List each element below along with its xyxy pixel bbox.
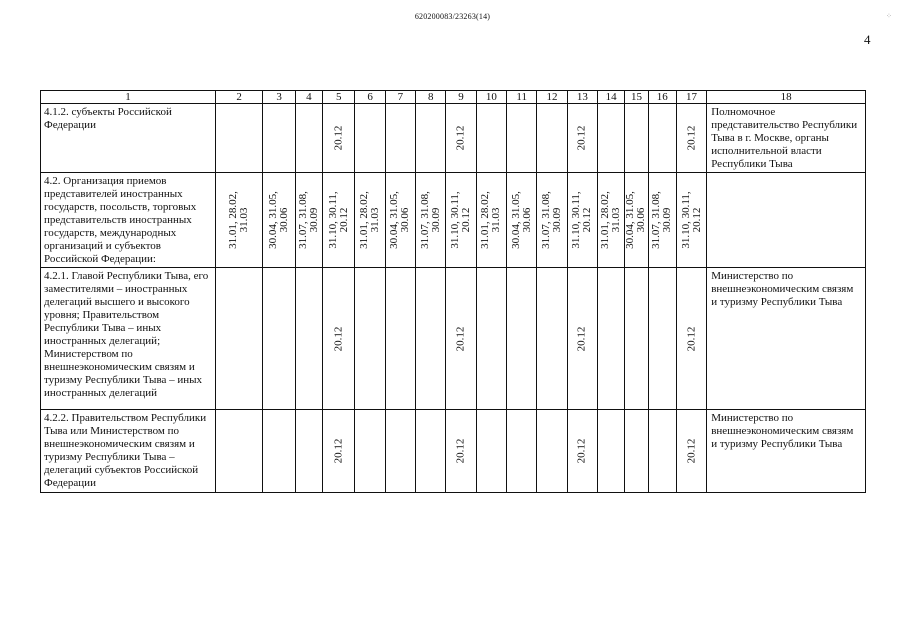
column-header-13: 13 [567, 91, 597, 104]
date-value: 30.04, 31.05, 30.06 [267, 191, 291, 249]
date-value: 20.12 [575, 438, 588, 464]
date-cell [476, 173, 506, 268]
date-cell [537, 104, 567, 173]
date-cell [263, 104, 295, 173]
date-cell [446, 268, 476, 410]
date-value: 30.04, 31.05, 30.06 [624, 191, 648, 249]
date-value: 31.01, 28.02, 31.03 [227, 191, 251, 249]
date-cell [416, 268, 446, 410]
column-header-17: 17 [676, 91, 706, 104]
date-cell [537, 268, 567, 410]
date-value: 31.07, 31.08, 30.09 [650, 191, 674, 249]
date-cell [323, 410, 355, 493]
column-header-8: 8 [416, 91, 446, 104]
date-cell [263, 268, 295, 410]
row-description: 4.2.2. Правительством Республики Тыва или Министерством по внешнеэкономическим связям и туризму Республики Тыва – делегаций субъектов Российской Федерации [41, 410, 216, 493]
date-cell [355, 173, 385, 268]
column-header-5: 5 [323, 91, 355, 104]
date-cell [215, 173, 263, 268]
date-cell [323, 104, 355, 173]
column-header-18: 18 [707, 91, 866, 104]
date-cell [648, 268, 676, 410]
responsible-party: Полномочное представительство Республики Тыва в г. Москве, органы исполнительной власти Республики Тыва [707, 104, 866, 173]
page-number: 4 [864, 32, 871, 47]
column-header-14: 14 [598, 91, 625, 104]
date-value: 20.12 [454, 438, 467, 464]
date-cell [676, 410, 706, 493]
date-cell [598, 268, 625, 410]
date-cell [598, 173, 625, 268]
table-row [41, 268, 866, 410]
column-header-11: 11 [507, 91, 537, 104]
date-cell [507, 104, 537, 173]
row-description: 4.2. Организация приемов представителей иностранных государств, посольств, торговых представительств иностранных государств, международных организаций и субъектов Российской Федерации: [41, 173, 216, 268]
date-cell [355, 104, 385, 173]
date-cell [476, 268, 506, 410]
date-cell [648, 173, 676, 268]
date-cell [648, 410, 676, 493]
responsible-party [707, 173, 866, 268]
date-value: 31.10, 30.11, 20.12 [326, 191, 350, 249]
date-value: 20.12 [575, 125, 588, 151]
date-cell [323, 268, 355, 410]
date-cell [295, 268, 322, 410]
date-value: 31.10, 30.11, 20.12 [449, 191, 473, 249]
date-cell [215, 268, 263, 410]
responsible-party: Министерство по внешнеэкономическим связям и туризму Республики Тыва [707, 410, 866, 493]
date-value: 31.01, 28.02, 31.03 [599, 191, 623, 249]
date-cell [648, 104, 676, 173]
date-value: 31.01, 28.02, 31.03 [479, 191, 503, 249]
date-cell [446, 173, 476, 268]
date-value: 30.04, 31.05, 30.06 [509, 191, 533, 249]
schedule-table [40, 90, 866, 493]
date-cell [385, 104, 415, 173]
date-value: 20.12 [685, 326, 698, 351]
date-cell [263, 410, 295, 493]
date-cell [295, 104, 322, 173]
column-header-1: 1 [41, 91, 216, 104]
date-value: 20.12 [332, 438, 345, 464]
date-value: 31.07, 31.08, 30.09 [540, 191, 564, 249]
date-value: 20.12 [575, 326, 588, 351]
date-cell [355, 410, 385, 493]
date-value: 30.04, 31.05, 30.06 [388, 191, 412, 249]
column-header-10: 10 [476, 91, 506, 104]
responsible-party: Министерство по внешнеэкономическим связям и туризму Республики Тыва [707, 268, 866, 410]
column-header-4: 4 [295, 91, 322, 104]
date-cell [263, 173, 295, 268]
date-value: 20.12 [332, 326, 345, 351]
column-header-16: 16 [648, 91, 676, 104]
date-value: 20.12 [454, 326, 467, 351]
date-cell [598, 104, 625, 173]
table-row [41, 410, 866, 493]
date-cell [416, 173, 446, 268]
date-cell [295, 173, 322, 268]
date-value: 31.07, 31.08, 30.09 [296, 191, 320, 249]
date-cell [355, 268, 385, 410]
column-header-3: 3 [263, 91, 295, 104]
date-cell [476, 104, 506, 173]
date-cell [385, 410, 415, 493]
date-cell [537, 173, 567, 268]
date-cell [476, 410, 506, 493]
date-cell [416, 410, 446, 493]
column-header-12: 12 [537, 91, 567, 104]
date-cell [676, 268, 706, 410]
date-cell [507, 268, 537, 410]
date-value: 20.12 [685, 125, 698, 151]
date-cell [567, 173, 597, 268]
date-value: 31.10, 30.11, 20.12 [679, 191, 703, 249]
date-cell [446, 104, 476, 173]
scan-mark-icon: ⁘ [886, 12, 892, 20]
column-header-row [41, 91, 866, 104]
date-value: 20.12 [454, 125, 467, 151]
column-header-6: 6 [355, 91, 385, 104]
table-row [41, 173, 866, 268]
date-value: 31.07, 31.08, 30.09 [418, 191, 442, 249]
column-header-2: 2 [215, 91, 263, 104]
date-cell [598, 410, 625, 493]
row-description: 4.1.2. субъекты Российской Федерации [41, 104, 216, 173]
date-cell [625, 173, 648, 268]
date-cell [676, 173, 706, 268]
date-cell [507, 410, 537, 493]
column-header-15: 15 [625, 91, 648, 104]
date-cell [625, 410, 648, 493]
date-cell [507, 173, 537, 268]
date-cell [215, 104, 263, 173]
date-cell [385, 268, 415, 410]
date-cell [567, 410, 597, 493]
date-cell [446, 410, 476, 493]
document-number: 620200083/23263(14) [414, 12, 491, 21]
date-cell [567, 268, 597, 410]
column-header-7: 7 [385, 91, 415, 104]
date-cell [385, 173, 415, 268]
row-description: 4.2.1. Главой Республики Тыва, его заместителями – иностранных делегаций высшего и высокого уровня; Правительством Республики Тыва – иных иностранных делегаций; Министерством по внешнеэкономическим связям и туризму Республики Тыва – иных иностранных делегаций [41, 268, 216, 410]
date-cell [416, 104, 446, 173]
date-value: 31.01, 28.02, 31.03 [358, 191, 382, 249]
date-cell [295, 410, 322, 493]
date-value: 20.12 [685, 438, 698, 464]
date-cell [323, 173, 355, 268]
date-value: 20.12 [332, 125, 345, 151]
table-row [41, 104, 866, 173]
column-header-9: 9 [446, 91, 476, 104]
date-cell [215, 410, 263, 493]
date-cell [676, 104, 706, 173]
date-cell [625, 268, 648, 410]
date-value: 31.10, 30.11, 20.12 [570, 191, 594, 249]
date-cell [567, 104, 597, 173]
date-cell [537, 410, 567, 493]
date-cell [625, 104, 648, 173]
